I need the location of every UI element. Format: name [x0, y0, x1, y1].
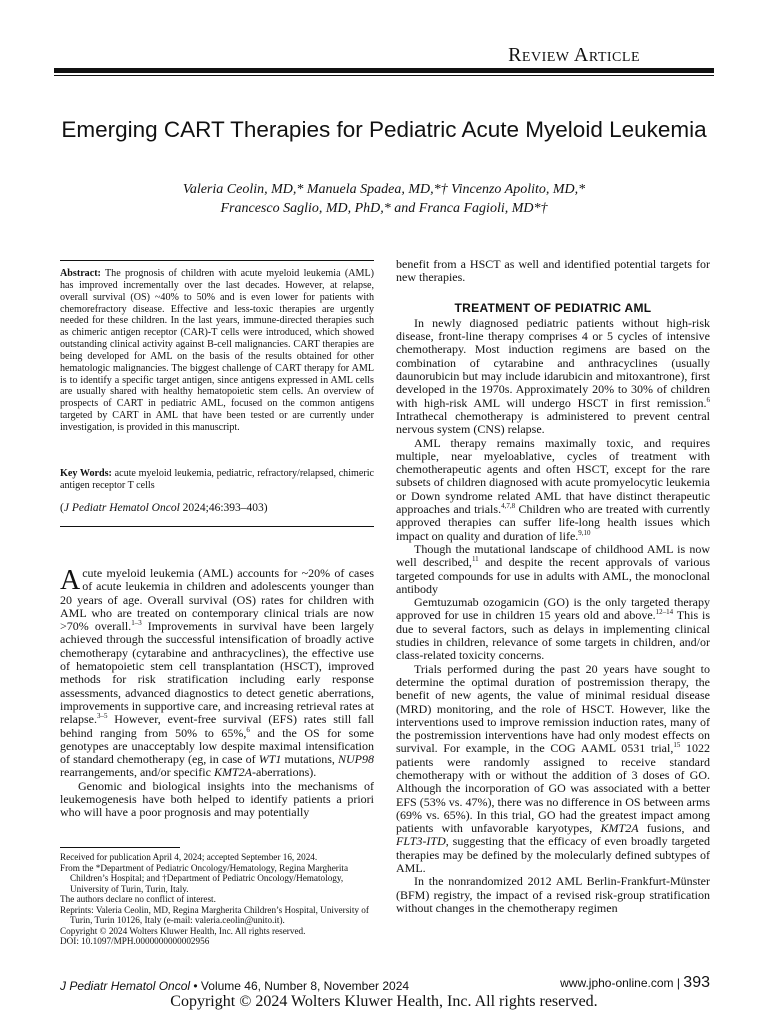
abstract-label: Abstract: — [60, 268, 101, 279]
treatment-paragraph-4: Gemtuzumab ozogamicin (GO) is the only targeted therapy approved for use in children 15 years old and above.$^{12-14}$ This is due to several factors, such as delays in implementing clinical studies in children, relevance of some targets in children, and/or class-related toxicity concerns. — [396, 595, 710, 663]
keywords-text: acute myeloid leukemia, pediatric, refractory/relapsed, chimeric antigen receptor T cells — [60, 468, 375, 491]
abstract-text: The prognosis of children with acute myeloid leukemia (AML) has improved incrementally over the last decades. However, at relapse, overall survival (OS) ~40% to 50% and is even lower for patients with chemorefractory disease. Effective and less-toxic therapies are urgently needed for these children. In the last years, immune-directed therapies such as chimeric antigen receptor (CAR)-T cells were introduced, which showed outstanding clinical activity against B-cell malignancies. CART therapies are being developed for AML on the basis of the results obtained for other hematologic malignancies. The biggest challenge of CART therapy for AML is to identify a specific target antigen, since antigens expressed in AML cells are usually shared with healthy hematopoietic stem cells. An overview of prospects of CART in pediatric AML, focused on the common antigens targeted by CART in AML that have been tested or are currently under investigation, is provided in this manuscript. — [60, 268, 374, 433]
footer-issue: • Volume 46, Number 8, November 2024 — [190, 979, 410, 993]
footnote-affiliations: From the *Department of Pediatric Oncology/Hematology, Regina Margherita Children’s Hospital; and †Department of Pediatric Oncology/Hematology, University of Turin, Turin, Italy. — [60, 862, 349, 894]
treatment-paragraph-3: Though the mutational landscape of childhood AML is now well described,$^{11}$ and despite the recent approvals of various targeted compounds for use in adults with AML, the monoclonal antibody — [396, 541, 710, 596]
treatment-paragraph-2: AML therapy remains maximally toxic, and requires multiple, near myeloablative, cycles of treatment with chemotherapeutic agents and often HSCT, except for the rare subsets of children diagnosed with acute promyelocytic leukemia or Down syndrome related AML that have distinct therapeutic approaches and trials.$^{4,7,8}$ Children who are treated with currently approved therapies can suffer life-long health issues which impact on quality and duration of life.$^{9,10}$ — [396, 435, 710, 543]
right-column — [396, 258, 710, 915]
citation-details: 2024;46:393–403) — [182, 502, 268, 514]
footer-journal-name: J Pediatr Hematol Oncol — [60, 979, 191, 993]
intro-paragraph-1: Acute myeloid leukemia (AML) accounts for ~20% of cases of acute leukemia in children and adolescents younger than 20 years of age. Overall survival (OS) rates for children with AML who are treated on contemporary clinical trials are now >70% overall.$^{1-3}$ Improvements in survival have been largely achieved through the successful intensification of broadly active chemotherapy (cytarabine and anthracyclines), the effective use of hematopoietic stem cell transplantation (HSCT), improved methods for risk stratification including early response assessments, advanced diagnostics to detect genetic aberrations, improvements in supportive care, and increasing retrieval rates at relapse.$^{3-5}$ However, event-free survival (EFS) rates still fall behind ranging from 50% to 65%,$^6$ and the OS for some genotypes are unacceptably low despite maximal intensification of standard chemotherapy (eg, in case of WT1 mutations, NUP98 rearrangements, and/or specific KMT2A-aberrations). — [60, 565, 374, 780]
footnotes — [60, 852, 374, 947]
intro-paragraph-2: Genomic and biological insights into the mechanisms of leukemogenesis have both helped to identify patients a priori who will have a poor prognosis and may potentially — [60, 778, 374, 820]
copyright-notice: Copyright © 2024 Wolters Kluwer Health, Inc. All rights reserved. — [170, 993, 598, 1010]
treatment-paragraph-1: In newly diagnosed pediatric patients without high-risk disease, front-line therapy comprises 4 or 5 cycles of intensive chemotherapy. Most induction regimens are based on the combination of cytarabine and anthracyclines (usually daunorubicin but may include idarubicin and mitoxantrone), first developed in the 1970s. Approximately 20% to 30% of children with high-risk AML will undergo HSCT in first remission.$^6$ Intrathecal chemotherapy is administered to prevent central nervous system (CNS) relapse. — [396, 315, 710, 437]
footnote-doi: DOI: 10.1097/MPH.0000000000002956 — [60, 936, 210, 946]
author-line-2: Francesco Saglio, MD, PhD,* and Franca Fagioli, MD*† — [220, 201, 548, 216]
section-heading: TREATMENT OF PEDIATRIC AML — [454, 300, 652, 315]
abstract-rule-bottom — [60, 526, 374, 527]
footer-journal-info — [60, 979, 409, 993]
author-line-1: Valeria Ceolin, MD,* Manuela Spadea, MD,*† Vincenzo Apolito, MD,* — [182, 182, 586, 197]
footnote-conflict: The authors declare no conflict of interest. — [60, 894, 216, 904]
page-number: 393 — [683, 974, 710, 991]
footer-website-link[interactable]: www.jpho-online.com — [560, 976, 674, 990]
treatment-paragraph-6: In the nonrandomized 2012 AML Berlin-Frankfurt-Münster (BFM) registry, the impact of a revised risk-group stratification without changes in the chemotherapy regimen — [396, 874, 710, 915]
article-title: Emerging CART Therapies for Pediatric Acute Myeloid Leukemia — [61, 117, 707, 142]
footnote-reprints: Reprints: Valeria Ceolin, MD, Regina Margherita Children’s Hospital, University of Turin, Turin 10126, Italy (e-mail: valeria.ceolin@unito.it). — [60, 904, 369, 925]
continued-paragraph: benefit from a HSCT as well and identified potential targets for new therapies. — [396, 257, 710, 285]
treatment-paragraph-5: Trials performed during the past 20 years have sought to determine the optimal duration of postremission therapy, the benefit of new agents, the value of minimal residual disease (MRD) monitoring, and the role of HSCT. However, like the interventions used to improve remission induction rates, many of the postremission interventions have had only modest effects on survival. For example, in the COG AAML 0531 trial,$^{15}$ 1022 patients were randomly assigned to receive standard chemotherapy with or without the addition of 3 doses of GO. Although the incorporation of GO was associated with a better EFS (53% vs. 47%), there was no difference in OS between arms (69% vs. 65%). In this trial, GO had the greatest impact among patients with unfavorable karyotypes, KMT2A fusions, and FLT3-ITD, suggesting that the efficacy of even broadly targeted therapies may be defined by the molecularly defined subtypes of AML. — [396, 661, 711, 876]
footer-page-info: www.jpho-online.com | 393 — [560, 974, 710, 991]
intro-section — [60, 567, 374, 820]
header-rule-thick — [54, 68, 714, 73]
abstract-rule-top — [60, 260, 374, 261]
footnote-received: Received for publication April 4, 2024; accepted September 16, 2024. — [60, 852, 318, 862]
citation: (J Pediatr Hematol Oncol 2024;46:393–403) — [60, 502, 268, 514]
keywords — [60, 468, 374, 492]
drop-cap: A — [60, 565, 81, 596]
author-list — [54, 180, 714, 218]
citation-journal: J Pediatr Hematol Oncol — [63, 502, 180, 514]
article-type-label: Review Article — [508, 44, 640, 66]
abstract — [60, 268, 374, 434]
footnote-rule — [60, 847, 180, 848]
keywords-label: Key Words: — [60, 468, 112, 479]
footnote-copyright: Copyright © 2024 Wolters Kluwer Health, Inc. All rights reserved. — [60, 925, 306, 936]
header-rule-thin — [54, 75, 714, 76]
